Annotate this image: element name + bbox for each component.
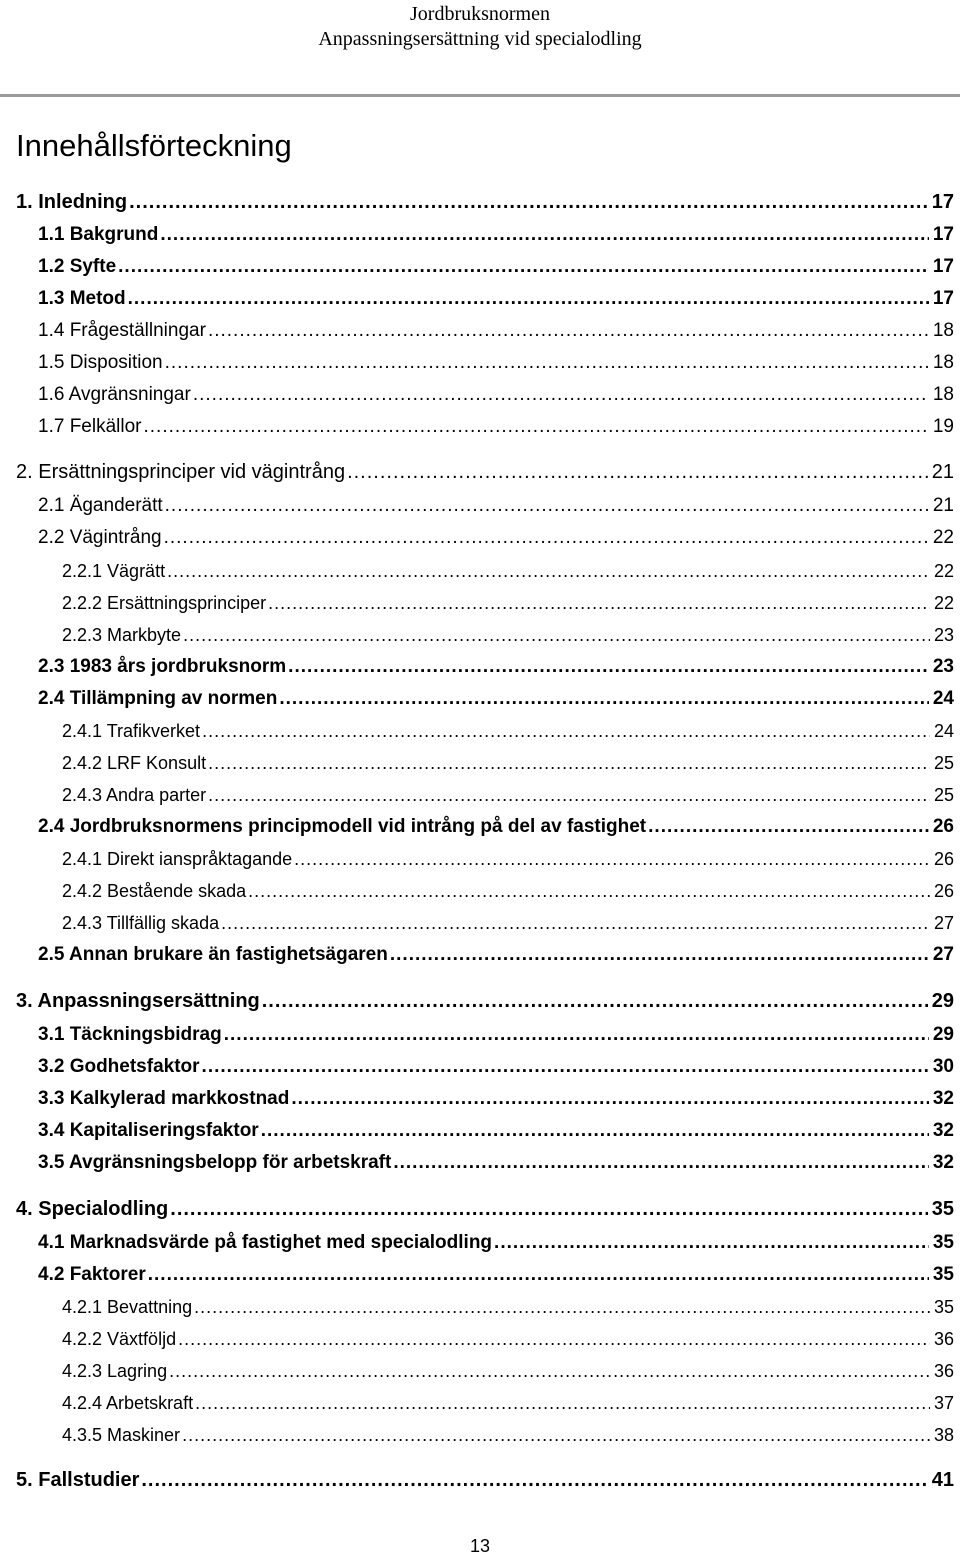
header-title: Jordbruksnormen	[410, 3, 550, 25]
toc-entry-page: 38	[933, 1425, 954, 1445]
toc-entry-label: 2.4.1 Direkt ianspråktagande	[62, 849, 293, 869]
toc-entry-page: 36	[933, 1329, 954, 1349]
toc-entry-page: 19	[932, 416, 954, 437]
toc-entry-page: 32	[932, 1120, 954, 1141]
toc-entry-page: 17	[932, 224, 954, 245]
toc-leader	[279, 688, 929, 710]
toc-entry-label: 1.1 Bakgrund	[38, 224, 159, 245]
toc-entry-page: 25	[933, 785, 954, 805]
toc-entry-2-3[interactable]	[38, 652, 954, 678]
toc-entry-label: 3.3 Kalkylerad markkostnad	[38, 1088, 290, 1109]
toc-leader	[128, 288, 929, 310]
toc-leader	[648, 816, 929, 838]
toc-entry-2-4[interactable]	[38, 684, 954, 710]
toc-entry-page: 29	[931, 990, 954, 1012]
toc-entry-page: 30	[932, 1056, 954, 1077]
toc-leader	[183, 625, 930, 646]
toc-entry-4-1[interactable]	[38, 1228, 954, 1254]
toc-entry-4-3-5[interactable]	[62, 1420, 954, 1446]
header-subtitle: Anpassningsersättning vid specialodling	[318, 28, 642, 50]
toc-leader	[118, 256, 929, 278]
toc-entry-label: 4.2.1 Bevattning	[62, 1297, 193, 1317]
toc-leader	[268, 593, 930, 614]
toc-entry-page: 24	[933, 721, 954, 741]
toc-entry-page: 21	[931, 461, 954, 483]
running-header	[0, 0, 960, 52]
toc-entry-label: 1.2 Syfte	[38, 256, 117, 277]
toc-heading: Innehållsförteckning	[16, 128, 292, 163]
toc-entry-page: 36	[933, 1361, 954, 1381]
toc-entry-page: 22	[933, 593, 954, 613]
toc-entry-3-2[interactable]	[38, 1052, 954, 1078]
toc-leader	[494, 1232, 929, 1254]
toc-entry-page: 35	[933, 1297, 954, 1317]
toc-entry-page: 18	[932, 352, 954, 373]
toc-entry-label: 1.4 Frågeställningar	[38, 320, 206, 341]
toc-entry-page: 26	[933, 849, 954, 869]
toc-entry-label: 2.4.1 Trafikverket	[62, 721, 201, 741]
toc-leader	[347, 461, 928, 484]
toc-entry-page: 17	[932, 288, 954, 309]
toc-entry-1-6[interactable]	[38, 380, 954, 406]
toc-entry-2-4b-1[interactable]	[62, 844, 954, 870]
toc-leader	[195, 1393, 930, 1414]
toc-entry-3-3[interactable]	[38, 1084, 954, 1110]
toc-entry-2-5[interactable]	[38, 940, 954, 966]
toc-entry-label: 1.5 Disposition	[38, 352, 163, 373]
toc-entry-label: 3.1 Täckningsbidrag	[38, 1024, 222, 1045]
toc-entry-page: 25	[933, 753, 954, 773]
toc-entry-label: 2.4 Jordbruksnormens principmodell vid intrång på del av fastighet	[38, 816, 647, 837]
toc-entry-label: 2.2.1 Vägrätt	[62, 561, 166, 581]
toc-entry-4-2-3[interactable]	[62, 1356, 954, 1382]
toc-entry-label: 2.5 Annan brukare än fastighetsägaren	[38, 944, 388, 965]
toc-entry-label: 2. Ersättningsprinciper vid vägintrång	[16, 461, 346, 483]
toc-entry-page: 17	[932, 256, 954, 277]
toc-entry-1-5[interactable]	[38, 348, 954, 374]
toc-entry-page: 18	[932, 320, 954, 341]
toc-entry-page: 27	[933, 913, 954, 933]
toc-entry-label: 3.4 Kapitaliseringsfaktor	[38, 1120, 259, 1141]
toc-entry-2[interactable]	[16, 458, 954, 484]
toc-leader	[208, 753, 930, 774]
toc-entry-label: 3. Anpassningsersättning	[16, 990, 260, 1012]
toc-entry-3-5[interactable]	[38, 1148, 954, 1174]
toc-entry-page: 32	[932, 1152, 954, 1173]
toc-entry-4[interactable]	[16, 1195, 954, 1221]
toc-entry-1[interactable]	[16, 188, 954, 214]
toc-entry-label: 1.6 Avgränsningar	[38, 384, 191, 405]
toc-entry-label: 2.2.2 Ersättningsprinciper	[62, 593, 267, 613]
toc-entry-page: 35	[932, 1264, 954, 1285]
header-divider	[0, 94, 960, 97]
toc-entry-page: 27	[932, 944, 954, 965]
toc-entry-page: 26	[933, 881, 954, 901]
toc-entry-label: 2.2 Vägintrång	[38, 527, 162, 548]
toc-leader	[262, 990, 928, 1013]
toc-entry-label: 4.1 Marknadsvärde på fastighet med specialodling	[38, 1232, 493, 1253]
toc-entry-page: 35	[932, 1232, 954, 1253]
toc-leader	[261, 1120, 929, 1142]
toc-entry-label: 4.2.3 Lagring	[62, 1361, 168, 1381]
toc-entry-label: 2.4.3 Tillfällig skada	[62, 913, 220, 933]
toc-entry-page: 18	[932, 384, 954, 405]
toc-leader	[165, 352, 929, 374]
toc-entry-1-3[interactable]	[38, 284, 954, 310]
toc-entry-label: 1.3 Metod	[38, 288, 126, 309]
toc-leader	[202, 721, 930, 742]
toc-leader	[208, 320, 929, 342]
toc-leader	[141, 1469, 927, 1492]
toc-entry-label: 2.4 Tillämpning av normen	[38, 688, 278, 709]
toc-entry-page: 22	[932, 527, 954, 548]
toc-entry-label: 3.2 Godhetsfaktor	[38, 1056, 200, 1077]
toc-entry-1-2[interactable]	[38, 252, 954, 278]
toc-leader	[393, 1152, 929, 1174]
toc-entry-2-4b-3[interactable]	[62, 908, 954, 934]
toc-leader	[248, 881, 930, 902]
toc-leader	[167, 561, 930, 582]
toc-entry-label: 2.4.2 Bestående skada	[62, 881, 247, 901]
toc-leader	[221, 913, 930, 934]
toc-leader	[170, 1198, 927, 1221]
toc-entry-4-2-2[interactable]	[62, 1324, 954, 1350]
toc-entry-4-2-4[interactable]	[62, 1388, 954, 1414]
toc-entry-page: 23	[933, 625, 954, 645]
toc-leader	[129, 191, 928, 214]
toc-entry-label: 5. Fallstudier	[16, 1469, 140, 1491]
toc-entry-label: 3.5 Avgränsningsbelopp för arbetskraft	[38, 1152, 392, 1173]
toc-entry-2-2-1[interactable]	[62, 556, 954, 582]
toc-leader	[178, 1329, 930, 1350]
toc-entry-4-2-1[interactable]	[62, 1292, 954, 1318]
toc-entry-label: 2.2.3 Markbyte	[62, 625, 182, 645]
toc-entry-label: 2.1 Äganderätt	[38, 495, 163, 516]
toc-leader	[202, 1056, 929, 1078]
toc-entry-1-7[interactable]	[38, 412, 954, 438]
toc-entry-4-2[interactable]	[38, 1260, 954, 1286]
toc-entry-3-1[interactable]	[38, 1020, 954, 1046]
toc-entry-5[interactable]	[16, 1466, 954, 1492]
toc-entry-label: 4.3.5 Maskiner	[62, 1425, 181, 1445]
toc-entry-label: 1. Inledning	[16, 191, 128, 213]
toc-entry-page: 23	[932, 656, 954, 677]
toc-entry-3[interactable]	[16, 987, 954, 1013]
toc-entry-1-4[interactable]	[38, 316, 954, 342]
toc-entry-2-2-3[interactable]	[62, 620, 954, 646]
toc-entry-label: 4.2.4 Arbetskraft	[62, 1393, 194, 1413]
toc-leader	[165, 495, 929, 517]
toc-entry-label: 2.4.2 LRF Konsult	[62, 753, 207, 773]
toc-leader	[294, 849, 930, 870]
toc-entry-2-4-3[interactable]	[62, 780, 954, 806]
toc-entry-label: 4.2.2 Växtföljd	[62, 1329, 177, 1349]
toc-entry-page: 21	[932, 495, 954, 516]
toc-entry-2-4-2[interactable]	[62, 748, 954, 774]
toc-leader	[144, 416, 929, 438]
toc-entry-label: 2.4.3 Andra parter	[62, 785, 207, 805]
toc-entry-page: 29	[932, 1024, 954, 1045]
toc-leader	[224, 1024, 929, 1046]
toc-entry-page: 24	[932, 688, 954, 709]
toc-entry-label: 4.2 Faktorer	[38, 1264, 146, 1285]
toc-entry-2-2[interactable]	[38, 523, 954, 549]
toc-entry-3-4[interactable]	[38, 1116, 954, 1142]
toc-entry-2-4-1[interactable]	[62, 716, 954, 742]
toc-leader	[164, 527, 929, 549]
toc-entry-page: 35	[931, 1198, 954, 1220]
toc-leader	[169, 1361, 930, 1382]
toc-entry-page: 22	[933, 561, 954, 581]
toc-leader	[194, 1297, 930, 1318]
toc-leader	[390, 944, 929, 966]
toc-entry-label: 4. Specialodling	[16, 1198, 169, 1220]
page-number: 13	[469, 1536, 491, 1556]
toc-entry-label: 2.3 1983 års jordbruksnorm	[38, 656, 287, 677]
toc-entry-2-1[interactable]	[38, 491, 954, 517]
toc-entry-page: 26	[932, 816, 954, 837]
toc-entry-page: 37	[933, 1393, 954, 1413]
toc-leader	[291, 1088, 929, 1110]
toc-leader	[193, 384, 929, 406]
toc-leader	[208, 785, 930, 806]
toc-entry-2-2-2[interactable]	[62, 588, 954, 614]
toc-entry-1-1[interactable]	[38, 220, 954, 246]
toc-leader	[148, 1264, 929, 1286]
toc-entry-label: 1.7 Felkällor	[38, 416, 142, 437]
toc-entry-2-4b-2[interactable]	[62, 876, 954, 902]
toc-entry-2-4b[interactable]	[38, 812, 954, 838]
toc-leader	[182, 1425, 930, 1446]
toc-leader	[160, 224, 928, 246]
toc-entry-page: 41	[931, 1469, 954, 1491]
toc-leader	[288, 656, 929, 678]
toc-entry-page: 17	[931, 191, 954, 213]
toc-entry-page: 32	[932, 1088, 954, 1109]
